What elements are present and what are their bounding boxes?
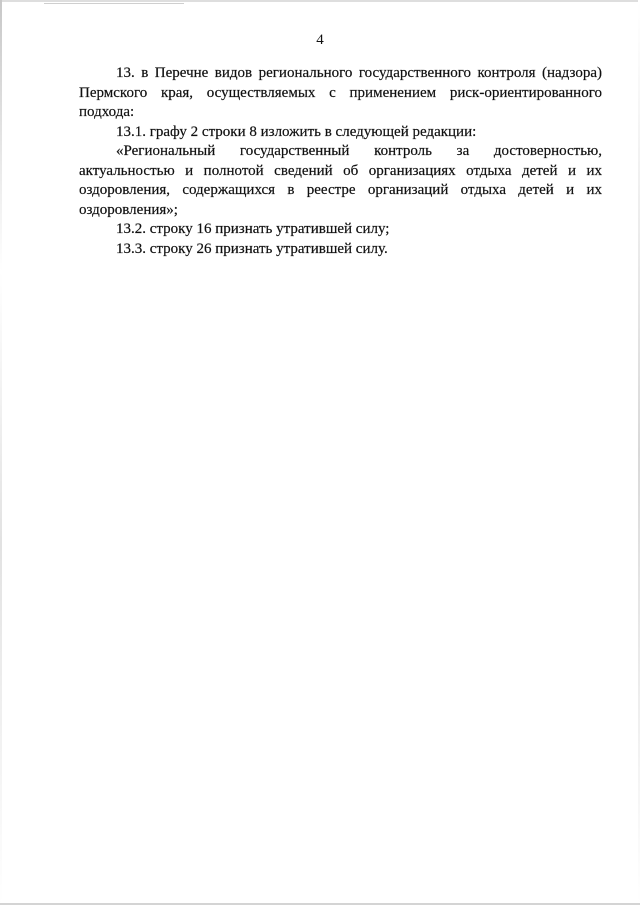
page-number: 4 (316, 32, 324, 48)
paragraph-item-13: 13. в Перечне видов регионального государственного контроля (надзора) Пермского края, осуществляемых с применением риск-ориентированного подхода: (79, 65, 602, 120)
paragraph-item-13-1: 13.1. графу 2 строки 8 изложить в следующей редакции: (116, 123, 477, 140)
paragraph-quoted-text: «Региональный государственный контроль за достоверностью, актуальностью и полнотой сведений об организациях отдыха детей и их оздоровления, содержащихся в реестре организаций отдыха детей и их оздоровления»; (79, 143, 602, 218)
scan-mark-top (44, 3, 184, 4)
paragraph-item-13-2: 13.2. строку 16 признать утратившей силу; (116, 221, 390, 237)
scan-edge-left (0, 0, 2, 905)
scan-edge-top (0, 0, 640, 2)
document-body (79, 64, 602, 259)
paragraph-item-13-3: 13.3. строку 26 признать утратившей силу. (116, 240, 388, 257)
